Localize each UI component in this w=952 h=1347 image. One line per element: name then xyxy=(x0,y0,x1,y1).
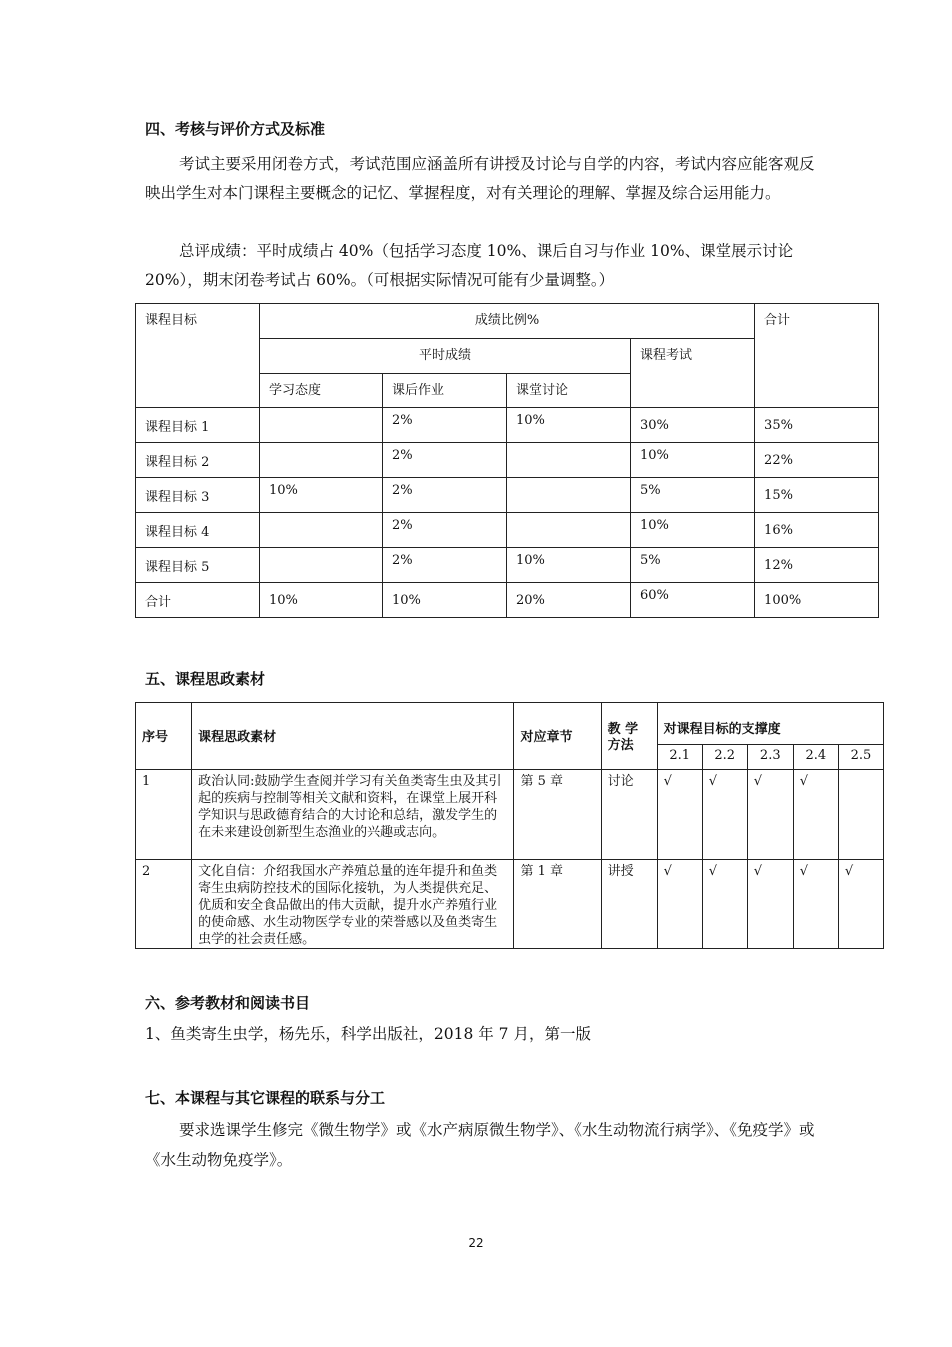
cell-total: 22% xyxy=(755,443,879,478)
section7-heading: 七、本课程与其它课程的联系与分工 xyxy=(145,1089,386,1107)
ideology-material-table xyxy=(135,702,884,949)
cell-discussion xyxy=(507,513,631,548)
cell-no: 1 xyxy=(136,770,192,860)
section7-paragraph: 要求选课学生修完《微生物学》或《水产病原微生物学》、《水生动物流行病学》、《免疫学》或《水生动物免疫学》。 xyxy=(145,1121,815,1169)
cell-homework: 2% xyxy=(383,478,507,513)
cell-goal: 合计 xyxy=(136,583,260,618)
check-mark: √ xyxy=(747,860,793,949)
cell-discussion: 10% xyxy=(507,408,631,443)
cell-attitude xyxy=(260,513,383,548)
cell-chapter: 第 5 章 xyxy=(514,770,601,860)
header-teaching-method: 教 学 方法 xyxy=(601,703,657,770)
check-mark: √ xyxy=(793,860,838,949)
cell-exam: 5% xyxy=(631,548,755,583)
cell-total: 16% xyxy=(755,513,879,548)
header-course-exam: 课程考试 xyxy=(631,339,755,408)
section5-heading: 五、课程思政素材 xyxy=(145,670,266,688)
cell-exam: 10% xyxy=(631,443,755,478)
cell-homework: 2% xyxy=(383,408,507,443)
header-goal-2-1: 2.1 xyxy=(657,745,702,770)
cell-discussion xyxy=(507,443,631,478)
cell-goal: 课程目标 4 xyxy=(136,513,260,548)
header-goal-2-2: 2.2 xyxy=(702,745,747,770)
page-number: 22 xyxy=(468,1236,484,1250)
cell-attitude xyxy=(260,548,383,583)
header-course-goal: 课程目标 xyxy=(136,304,260,408)
check-mark: √ xyxy=(702,860,747,949)
check-mark: √ xyxy=(702,770,747,860)
cell-exam: 5% xyxy=(631,478,755,513)
cell-goal: 课程目标 1 xyxy=(136,408,260,443)
reference-item-1: 1、鱼类寄生虫学，杨先乐，科学出版社，2018 年 7 月，第一版 xyxy=(145,1025,591,1043)
cell-method: 讲授 xyxy=(601,860,657,949)
cell-attitude xyxy=(260,408,383,443)
cell-attitude: 10% xyxy=(260,583,383,618)
header-goal-support: 对课程目标的支撑度 xyxy=(657,703,883,745)
cell-exam: 30% xyxy=(631,408,755,443)
header-attitude: 学习态度 xyxy=(260,374,383,408)
cell-material: 政治认同:鼓励学生查阅并学习有关鱼类寄生虫及其引起的疾病与控制等相关文献和资料，在课堂上展开科学知识与思政德育结合的大讨论和总结，激发学生的在未来建设创新型生态渔业的兴趣或志向。 xyxy=(192,770,514,860)
table-row xyxy=(136,443,879,478)
table-row xyxy=(136,860,884,949)
check-mark: √ xyxy=(657,770,702,860)
header-chapter: 对应章节 xyxy=(514,703,601,770)
header-homework: 课后作业 xyxy=(383,374,507,408)
check-mark: √ xyxy=(657,860,702,949)
cell-discussion: 10% xyxy=(507,548,631,583)
cell-chapter: 第 1 章 xyxy=(514,860,601,949)
header-usual-grade: 平时成绩 xyxy=(260,339,631,374)
section4-heading: 四、考核与评价方式及标准 xyxy=(145,120,326,138)
cell-goal: 课程目标 2 xyxy=(136,443,260,478)
cell-homework: 2% xyxy=(383,548,507,583)
cell-total: 100% xyxy=(755,583,879,618)
section4-paragraph-1: 考试主要采用闭卷方式，考试范围应涵盖所有讲授及讨论与自学的内容，考试内容应能客观反映出学生对本门课程主要概念的记忆、掌握程度，对有关理论的理解、掌握及综合运用能力。 xyxy=(145,155,815,202)
cell-attitude xyxy=(260,443,383,478)
cell-total: 15% xyxy=(755,478,879,513)
cell-total: 35% xyxy=(755,408,879,443)
header-discussion: 课堂讨论 xyxy=(507,374,631,408)
cell-discussion: 20% xyxy=(507,583,631,618)
cell-no: 2 xyxy=(136,860,192,949)
table-row xyxy=(136,548,879,583)
table-row xyxy=(136,513,879,548)
header-material: 课程思政素材 xyxy=(192,703,514,770)
header-goal-2-5: 2.5 xyxy=(838,745,883,770)
cell-attitude: 10% xyxy=(260,478,383,513)
cell-homework: 2% xyxy=(383,443,507,478)
table-row-total xyxy=(136,583,879,618)
cell-exam: 10% xyxy=(631,513,755,548)
header-no: 序号 xyxy=(136,703,192,770)
cell-homework: 10% xyxy=(383,583,507,618)
check-mark: √ xyxy=(838,860,883,949)
header-goal-2-3: 2.3 xyxy=(747,745,793,770)
table-row xyxy=(136,770,884,860)
header-grade-ratio: 成绩比例% xyxy=(260,304,755,339)
table-row xyxy=(136,408,879,443)
cell-homework: 2% xyxy=(383,513,507,548)
cell-discussion xyxy=(507,478,631,513)
cell-goal: 课程目标 3 xyxy=(136,478,260,513)
section6-heading: 六、参考教材和阅读书目 xyxy=(145,994,311,1012)
cell-material: 文化自信：介绍我国水产养殖总量的连年提升和鱼类寄生虫病防控技术的国际化接轨，为人类提供充足、优质和安全食品做出的伟大贡献，提升水产养殖行业的使命感、水生动物医学专业的荣誉感以及鱼类寄生虫学的社会责任感。 xyxy=(192,860,514,949)
check-mark: √ xyxy=(793,770,838,860)
section4-paragraph-2: 总评成绩：平时成绩占 40%（包括学习态度 10%、课后自习与作业 10%、课堂展示讨论 20%），期末闭卷考试占 60%。（可根据实际情况可能有少量调整。） xyxy=(145,242,794,289)
cell-exam: 60% xyxy=(631,583,755,618)
cell-goal: 课程目标 5 xyxy=(136,548,260,583)
check-mark: √ xyxy=(747,770,793,860)
cell-method: 讨论 xyxy=(601,770,657,860)
header-goal-2-4: 2.4 xyxy=(793,745,838,770)
cell-total: 12% xyxy=(755,548,879,583)
table-row xyxy=(136,478,879,513)
check-mark xyxy=(838,770,883,860)
grade-ratio-table xyxy=(135,303,879,618)
header-total: 合计 xyxy=(755,304,879,408)
